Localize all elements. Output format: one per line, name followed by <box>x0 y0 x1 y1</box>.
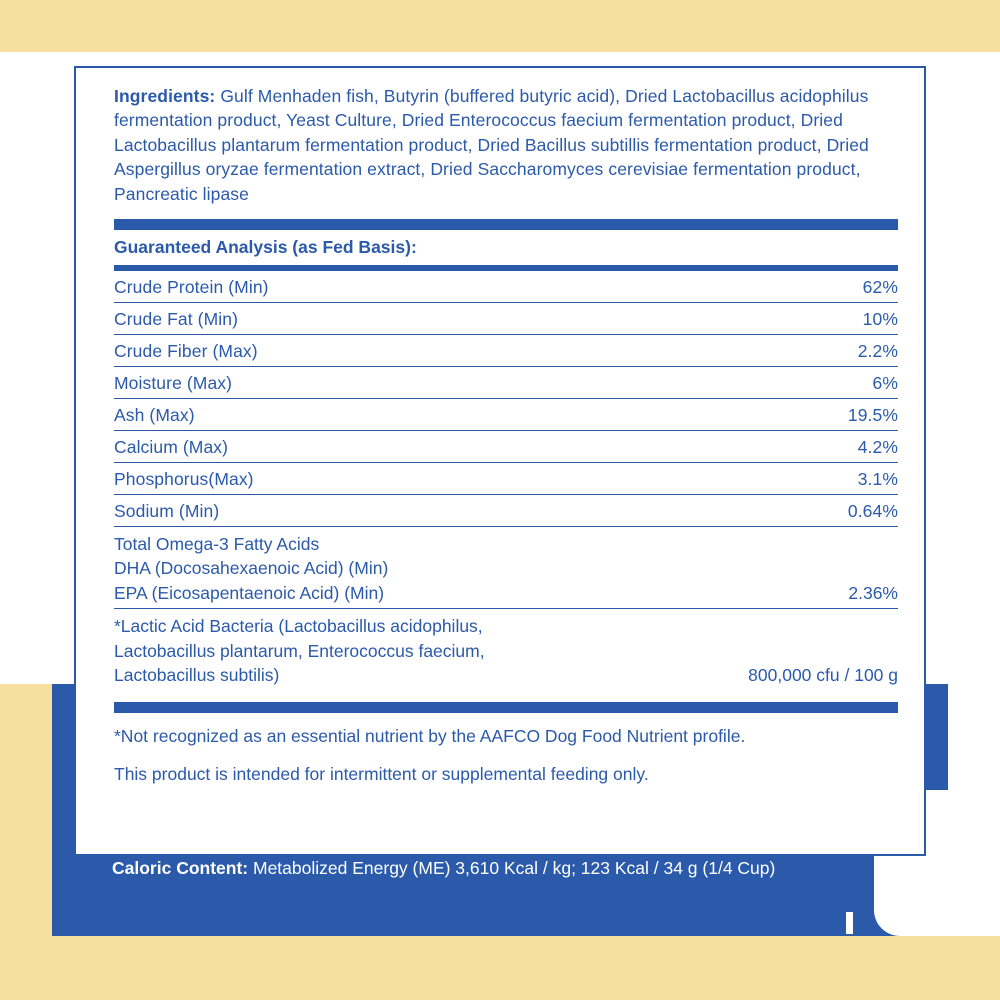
nutrient-value: 62% <box>862 277 898 298</box>
nutrient-value: 4.2% <box>857 437 898 458</box>
table-row <box>114 271 898 303</box>
bacteria-value: 800,000 cfu / 100 g <box>748 665 898 686</box>
epa-value: 2.36% <box>848 582 898 603</box>
ingredients-text: Gulf Menhaden fish, Butyrin (buffered butyric acid), Dried Lactobacillus acidophilus fermentation product, Yeast Culture, Dried Enterococcus faecium fermentation product, Dried Lactobacillus plantarum fermentation product, Dried Bacillus subtillis fermentation product, Dried Aspergillus oryzae fermentation extract, Dried Saccharomyces cerevisiae fermentation product, Pancreatic lipase <box>114 86 869 204</box>
table-row <box>114 431 898 463</box>
nutrition-label-panel <box>74 66 926 856</box>
bacteria-line-1 <box>114 614 898 638</box>
guaranteed-analysis-title: Guaranteed Analysis (as Fed Basis): <box>114 237 417 258</box>
nutrient-name: Phosphorus(Max) <box>114 469 254 490</box>
decorative-notch-tick <box>846 912 853 934</box>
omega-total-label: Total Omega-3 Fatty Acids <box>114 534 320 555</box>
nutrient-name: Calcium (Max) <box>114 437 229 458</box>
omega-line-3 <box>114 581 898 605</box>
table-row <box>114 303 898 335</box>
nutrient-name: Crude Protein (Min) <box>114 277 269 298</box>
decorative-top-band <box>0 0 1000 52</box>
footnote-feeding: This product is intended for intermittent or supplemental feeding only. <box>114 763 649 784</box>
decorative-bottom-band <box>0 936 1000 1000</box>
decorative-lower-left-band <box>0 684 52 936</box>
caloric-text: Metabolized Energy (ME) 3,610 Kcal / kg; 123 Kcal / 34 g (1/4 Cup) <box>253 858 776 878</box>
bacteria-label-2: Lactobacillus plantarum, Enterococcus faecium, <box>114 640 485 661</box>
nutrient-value: 3.1% <box>857 469 898 490</box>
label-content <box>114 84 898 786</box>
nutrient-name: Crude Fiber (Max) <box>114 341 258 362</box>
footnote-aafco: *Not recognized as an essential nutrient by the AAFCO Dog Food Nutrient profile. <box>114 726 746 747</box>
omega-line-1 <box>114 532 898 556</box>
footnotes-block <box>114 713 898 786</box>
table-row <box>114 463 898 495</box>
divider-thick-top <box>114 219 898 230</box>
nutrient-value: 0.64% <box>847 501 898 522</box>
table-row <box>114 399 898 431</box>
nutrient-name: Moisture (Max) <box>114 373 233 394</box>
table-row <box>114 367 898 399</box>
nutrient-name: Sodium (Min) <box>114 501 220 522</box>
table-row <box>114 335 898 367</box>
bacteria-line-2 <box>114 639 898 663</box>
table-row <box>114 495 898 527</box>
bacteria-group-row <box>114 609 898 689</box>
nutrient-value: 19.5% <box>847 405 898 426</box>
nutrient-name: Ash (Max) <box>114 405 195 426</box>
epa-label: EPA (Eicosapentaenoic Acid) (Min) <box>114 582 385 603</box>
bacteria-line-3 <box>114 663 898 687</box>
omega-group-row <box>114 527 898 609</box>
dha-label: DHA (Docosahexaenoic Acid) (Min) <box>114 558 389 579</box>
ingredients-heading: Ingredients: <box>114 86 216 106</box>
omega-line-2 <box>114 556 898 580</box>
ingredients-block <box>114 84 898 206</box>
nutrient-name: Crude Fat (Min) <box>114 309 239 330</box>
bacteria-label-1: *Lactic Acid Bacteria (Lactobacillus acidophilus, <box>114 616 483 637</box>
bacteria-label-3: Lactobacillus subtilis) <box>114 665 280 686</box>
nutrient-value: 10% <box>862 309 898 330</box>
divider-thick-bottom <box>114 702 898 713</box>
caloric-content-block <box>112 856 902 880</box>
nutrient-value: 6% <box>872 373 898 394</box>
caloric-heading: Caloric Content: <box>112 858 249 878</box>
nutrient-value: 2.2% <box>857 341 898 362</box>
